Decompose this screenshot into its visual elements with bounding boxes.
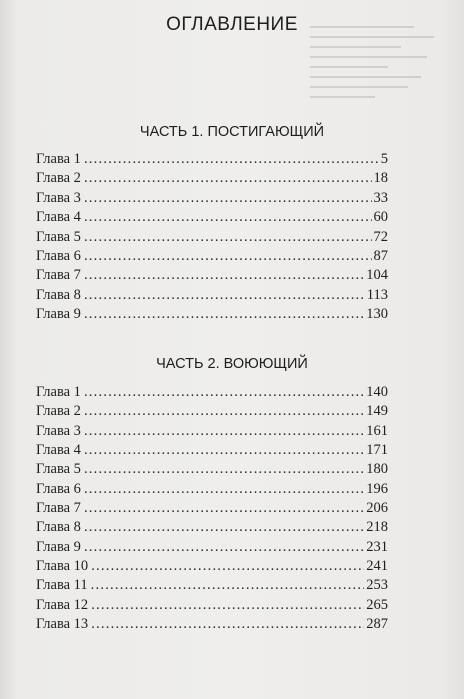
chapter-label: Глава 5 [36,228,81,245]
toc-entry [36,422,388,441]
chapter-label: Глава 10 [36,558,89,575]
dot-leader [84,460,364,479]
chapter-page-number: 60 [373,209,388,226]
toc-entry [36,480,388,499]
chapter-label: Глава 3 [36,422,81,439]
part-1-title: ЧАСТЬ 1. ПОСТИГАЮЩИЙ [139,124,325,140]
dot-leader [91,557,364,576]
chapter-page-number: 180 [366,461,388,478]
toc-entry [36,189,388,208]
chapter-page-number: 140 [366,384,388,400]
toc-entry [36,305,388,324]
dot-leader [84,383,364,402]
chapter-page-number: 265 [366,596,388,613]
chapter-page-number: 87 [373,247,388,264]
toc-entry [36,557,388,576]
toc-entry [36,228,388,247]
chapter-page-number: 72 [373,228,388,245]
dot-leader [84,247,372,266]
chapter-page-number: 113 [366,286,388,303]
chapter-label: Глава 6 [36,247,81,264]
toc-entry [36,499,388,518]
toc-entry [36,576,388,595]
dot-leader [91,615,364,634]
toc-entry [36,383,388,402]
chapter-label: Глава 8 [36,519,81,536]
toc-entry [36,596,388,615]
dot-leader [84,169,372,188]
toc-entry [36,150,388,169]
chapter-label: Глава 7 [36,500,81,517]
chapter-page-number: 231 [366,538,388,555]
chapter-page-number: 253 [366,577,388,594]
dot-leader [84,189,372,208]
chapter-label: Глава 1 [36,151,81,167]
chapter-label: Глава 7 [36,267,81,284]
chapter-label: Глава 2 [36,403,81,420]
page-title: ОГЛАВЛЕНИЕ [166,14,298,35]
chapter-label: Глава 13 [36,616,89,633]
dot-leader [84,228,372,247]
toc-entry [36,286,388,305]
chapter-page-number: 130 [366,306,388,323]
toc-entry [36,402,388,421]
toc-entry [36,169,388,188]
toc-entry [36,460,388,479]
bleed-through-text [310,18,440,138]
chapter-page-number: 18 [373,170,388,187]
chapter-label: Глава 8 [36,286,81,303]
chapter-label: Глава 3 [36,189,81,206]
chapter-page-number: 149 [366,403,388,420]
toc-entry [36,208,388,227]
toc-entry [36,247,388,266]
chapter-page-number: 241 [366,558,388,575]
dot-leader [84,208,372,227]
chapter-label: Глава 4 [36,209,81,226]
chapter-page-number: 196 [366,480,388,497]
chapter-page-number: 206 [366,500,388,517]
chapter-label: Глава 5 [36,461,81,478]
dot-leader [84,499,364,518]
chapter-page-number: 33 [373,189,388,206]
dot-leader [84,538,364,557]
dot-leader [91,576,365,595]
toc-entry [36,615,388,634]
chapter-label: Глава 9 [36,538,81,555]
part-2-title: ЧАСТЬ 2. ВОЮЮЩИЙ [156,356,308,372]
chapter-page-number: 161 [366,422,388,439]
chapter-label: Глава 6 [36,480,81,497]
part-2-chapter-list [36,383,388,634]
chapter-page-number: 287 [366,616,388,633]
chapter-page-number: 5 [380,151,388,167]
dot-leader [84,518,364,537]
toc-entry [36,538,388,557]
dot-leader [84,480,364,499]
dot-leader [84,402,364,421]
toc-entry [36,441,388,460]
toc-entry [36,266,388,285]
chapter-page-number: 104 [366,267,388,284]
chapter-label: Глава 1 [36,384,81,400]
chapter-label: Глава 12 [36,596,89,613]
dot-leader [84,286,365,305]
dot-leader [84,441,364,460]
dot-leader [84,305,364,324]
dot-leader [84,150,379,169]
chapter-label: Глава 4 [36,442,81,459]
chapter-page-number: 218 [366,519,388,536]
part-1-chapter-list [36,150,388,325]
dot-leader [84,266,364,285]
toc-entry [36,518,388,537]
dot-leader [91,596,364,615]
dot-leader [84,422,364,441]
chapter-label: Глава 9 [36,306,81,323]
chapter-label: Глава 11 [36,577,88,594]
chapter-label: Глава 2 [36,170,81,187]
chapter-page-number: 171 [366,442,388,459]
